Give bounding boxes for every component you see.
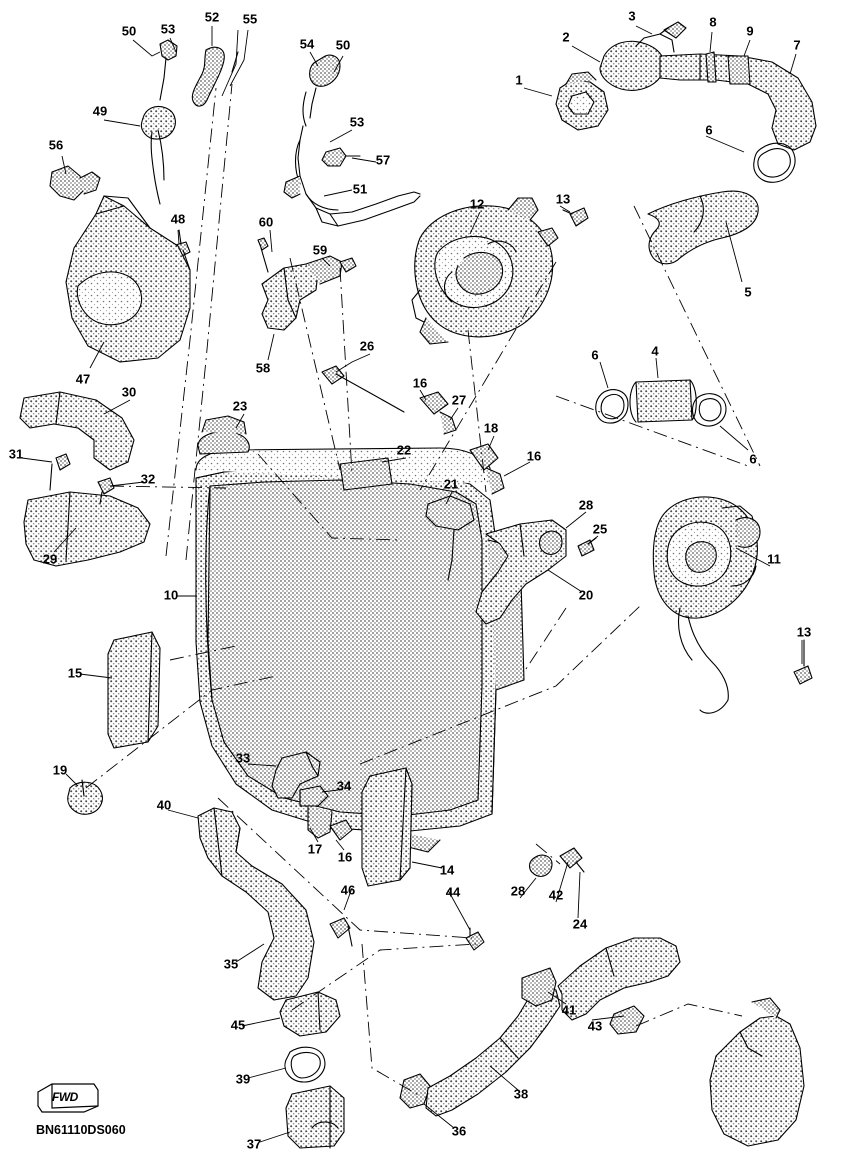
- callout-number: 50: [335, 37, 351, 53]
- callout-number: 21: [443, 476, 459, 492]
- callout-number: 13: [555, 191, 571, 207]
- callout-number: 35: [223, 956, 239, 972]
- callout-number: 56: [48, 137, 64, 153]
- callout-number: 57: [375, 152, 391, 168]
- callout-number: 16: [412, 375, 428, 391]
- callout-number: 10: [163, 587, 179, 603]
- callout-number: 2: [562, 29, 570, 45]
- fwd-label: FWD: [52, 1090, 78, 1104]
- callout-number: 38: [513, 1086, 529, 1102]
- callout-number: 60: [258, 214, 274, 230]
- callout-number: 53: [160, 21, 176, 37]
- callout-number: 25: [592, 521, 608, 537]
- callout-number: 22: [396, 442, 412, 458]
- callout-number: 32: [140, 471, 156, 487]
- callout-number: 46: [340, 882, 356, 898]
- callout-number: 11: [767, 551, 781, 567]
- callout-number: 18: [483, 420, 499, 436]
- callout-number: 4: [651, 343, 659, 359]
- callout-number: 52: [204, 9, 220, 25]
- callout-number: 34: [336, 778, 352, 794]
- callout-number: 49: [92, 103, 108, 119]
- callout-number: 45: [230, 1017, 246, 1033]
- callout-number: 16: [526, 448, 542, 464]
- callout-number: 17: [307, 841, 323, 857]
- callout-number: 31: [8, 446, 24, 462]
- callout-number: 8: [709, 14, 717, 30]
- callout-number: 19: [52, 762, 68, 778]
- callout-number: 5: [744, 284, 752, 300]
- callout-number: 13: [796, 624, 812, 640]
- callout-number: 33: [235, 750, 251, 766]
- callout-number: 1: [515, 72, 523, 88]
- callout-number: 23: [232, 398, 248, 414]
- callout-number: 6: [705, 122, 713, 138]
- callout-number: 26: [359, 338, 375, 354]
- callout-number: 9: [746, 23, 754, 39]
- callout-number: 3: [628, 8, 636, 24]
- callout-number: 51: [352, 181, 368, 197]
- callout-number: 30: [121, 384, 137, 400]
- callout-number: 55: [242, 11, 258, 27]
- callout-number: 15: [67, 665, 83, 681]
- callout-number: 28: [578, 497, 594, 513]
- callout-number: 7: [793, 37, 801, 53]
- callout-number: 27: [451, 392, 467, 408]
- callout-number: 6: [749, 451, 757, 467]
- callout-number: 48: [170, 211, 186, 227]
- callout-number: 24: [572, 916, 588, 932]
- callout-number: 14: [439, 862, 455, 878]
- callout-number: 37: [246, 1136, 262, 1151]
- callout-number: 41: [561, 1002, 577, 1018]
- callout-number: 6: [591, 347, 599, 363]
- callout-number: 44: [445, 884, 461, 900]
- callout-number: 12: [469, 196, 485, 212]
- callout-number: 47: [75, 371, 91, 387]
- callout-number: 43: [587, 1018, 603, 1034]
- callout-number: 59: [312, 242, 328, 258]
- callout-number: 54: [299, 36, 315, 52]
- callout-number: 39: [235, 1071, 251, 1087]
- callout-number: 28: [510, 883, 526, 899]
- callout-number: 36: [451, 1123, 467, 1139]
- callout-number: 29: [42, 551, 58, 567]
- fwd-direction-badge: [34, 1078, 102, 1116]
- callout-number: 50: [121, 23, 137, 39]
- callout-number: 53: [349, 114, 365, 130]
- part-code-label: BN61110DS060: [36, 1123, 126, 1137]
- callout-number: 58: [255, 360, 271, 376]
- callout-number: 20: [578, 587, 594, 603]
- callout-number: 16: [337, 849, 353, 865]
- callout-number: 42: [548, 887, 564, 903]
- callout-number: 40: [156, 797, 172, 813]
